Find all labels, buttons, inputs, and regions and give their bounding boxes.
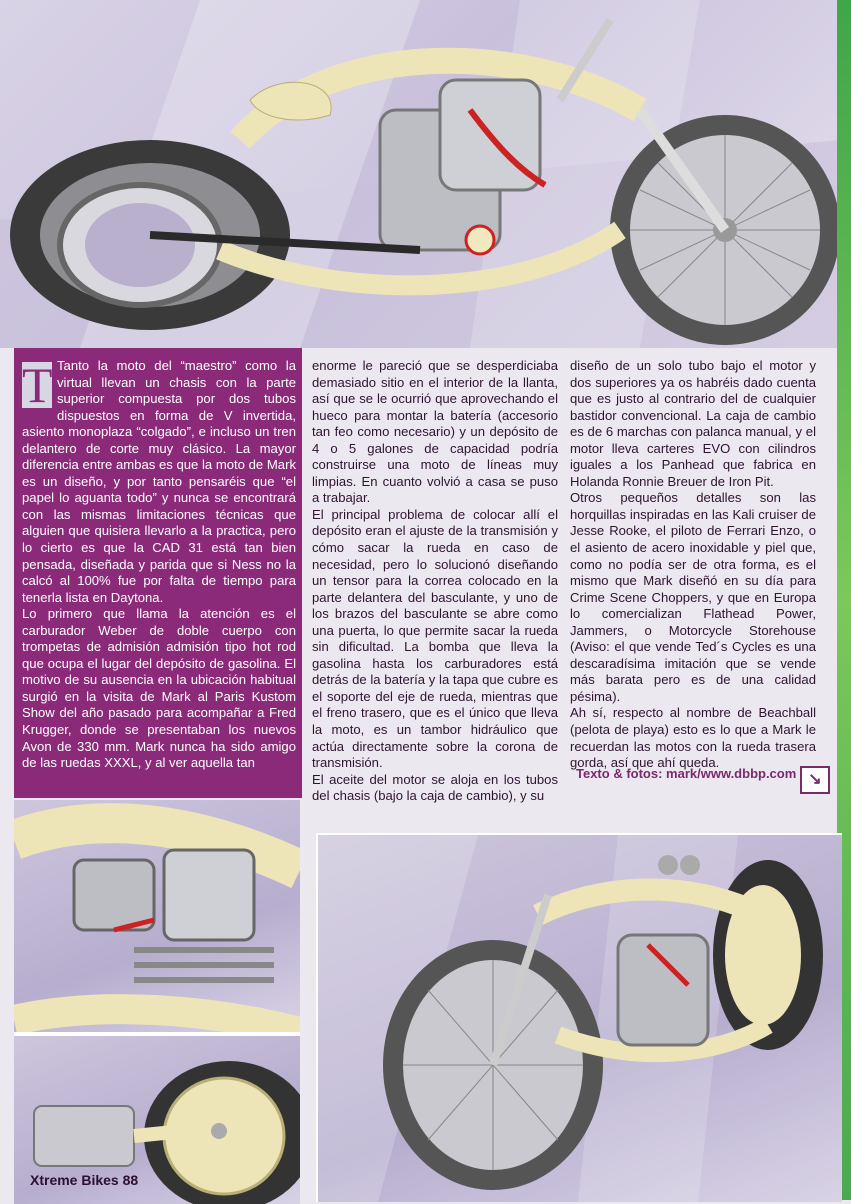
page-footer bbox=[30, 1172, 138, 1188]
photo-credit: Texto & fotos: mark/www.dbbp.com bbox=[576, 766, 797, 781]
front-three-quarter-photo bbox=[316, 833, 842, 1202]
page-number: 88 bbox=[122, 1172, 139, 1188]
engine-closeup-illustration bbox=[14, 800, 300, 1032]
bike-side-illustration bbox=[0, 0, 840, 348]
col2-paragraph-1: enorme le pareció que se desperdiciaba demasiado sitio en el interior de la llanta, así que se le ocurrió que aprovechando el hueco para montar la batería (accesorio tan feo como necesario) y un depósito de 4 o 5 galones de capacidad podría construirse una moto de líneas muy limpias. En cuanto volvió a casa se puso a trabajar. bbox=[312, 358, 558, 506]
article-column-1 bbox=[22, 358, 296, 772]
col3-paragraph-3: Ah sí, respecto al nombre de Beachball (pelota de playa) esto es lo que a Mark le recuerdan las motos con la rueda trasera gorda, así que ahí queda. bbox=[570, 705, 816, 771]
article-column-2 bbox=[312, 358, 558, 805]
engine-detail-photo bbox=[14, 800, 300, 1032]
col1-paragraph-1: Tanto la moto del “maestro” como la virtual llevan un chasis con la parte superior compuesta por dos tubos dispuestos en forma de V invertida, asiento monoplaza “colgado”, e incluso un tren delantero de corte muy clásico. La mayor diferencia entre ambas es que la moto de Mark es un diseño, y por tanto pensaréis que “el papel lo aguanta todo” y nunca se encontrará con las mismas limitaciones técnicas que alguien que quisiera llevarlo a la practica, pero lo cierto es que la CAD 31 está tan bien pensada, diseñada y parida que si Ness no la calcó al 100% fue por falta de tiempo para tenerla lista en Daytona. bbox=[22, 358, 296, 605]
magazine-name: Xtreme Bikes bbox=[30, 1172, 119, 1188]
bike-front-illustration bbox=[318, 835, 842, 1202]
col1-paragraph-2: Lo primero que llama la atención es el carburador Weber de doble cuerpo con trompetas de admisión admisión tipo hot rod que ocupa el lugar del depósito de gasolina. El motivo de su ausencia en la ubicación habitual surgió en la visita de Mark al Paris Kustom Show del año pasado para acompañar a Fred Krugger, donde se presentaban los nuevos Avon de 330 mm. Mark nunca ha sido amigo de las ruedas XXXL, y al ver aquella tan bbox=[22, 606, 296, 771]
hero-bike-render bbox=[0, 0, 840, 348]
drop-cap: T bbox=[22, 357, 53, 413]
continue-arrow-icon: ↘ bbox=[800, 766, 830, 794]
col3-paragraph-1: diseño de un solo tubo bajo el motor y dos superiores ya os habréis dado cuenta que es justo al contrario del de cualquier bastidor convencional. La caja de cambio es de 6 marchas con palanca manual, y el motor lleva carteres EVO con cilindros iguales a los Panhead que fabrica en Holanda Ronnie Breuer de Iron Pit. bbox=[570, 358, 816, 489]
article-column-3 bbox=[570, 358, 816, 772]
col2-paragraph-3: El aceite del motor se aloja en los tubos del chasis (bajo la caja de cambio), y su bbox=[312, 771, 558, 804]
col2-paragraph-2: El principal problema de colocar allí el depósito eran el ajuste de la transmisión y cómo sacar la rueda en caso de necesidad, pero lo solucionó diseñando un tensor para la correa colocado en la parte delantera del basculante, y uno de los brazos del basculante se abre como una puerta, lo que permite sacar la rueda sin dificultad. La bomba que lleva la gasolina hasta los carburadores está detrás de la batería y la tapa que cubre es el soporte del eje de rueda, mientras que el freno trasero, que es el único que lleva la moto, es un tambor hidráulico que actúa directamente sobre la corona de transmisión. bbox=[312, 506, 558, 771]
col3-paragraph-2: Otros pequeños detalles son las horquillas inspiradas en las Kali cruiser de Jesse Rooke, el piloto de Ferrari Enzo, o el asiento de acero inoxidable y piel que, como no podía ser de otra forma, es el mismo que Mark diseñó en su día para Crime Scene Choppers, y que en Europa lo comercializan Flathead Power, Jammers, o Motorcycle Storehouse (Aviso: el que vende Ted´s Cycles es una descaradísima imitación que se vende más barata pero es de una calidad pésima). bbox=[570, 490, 816, 704]
